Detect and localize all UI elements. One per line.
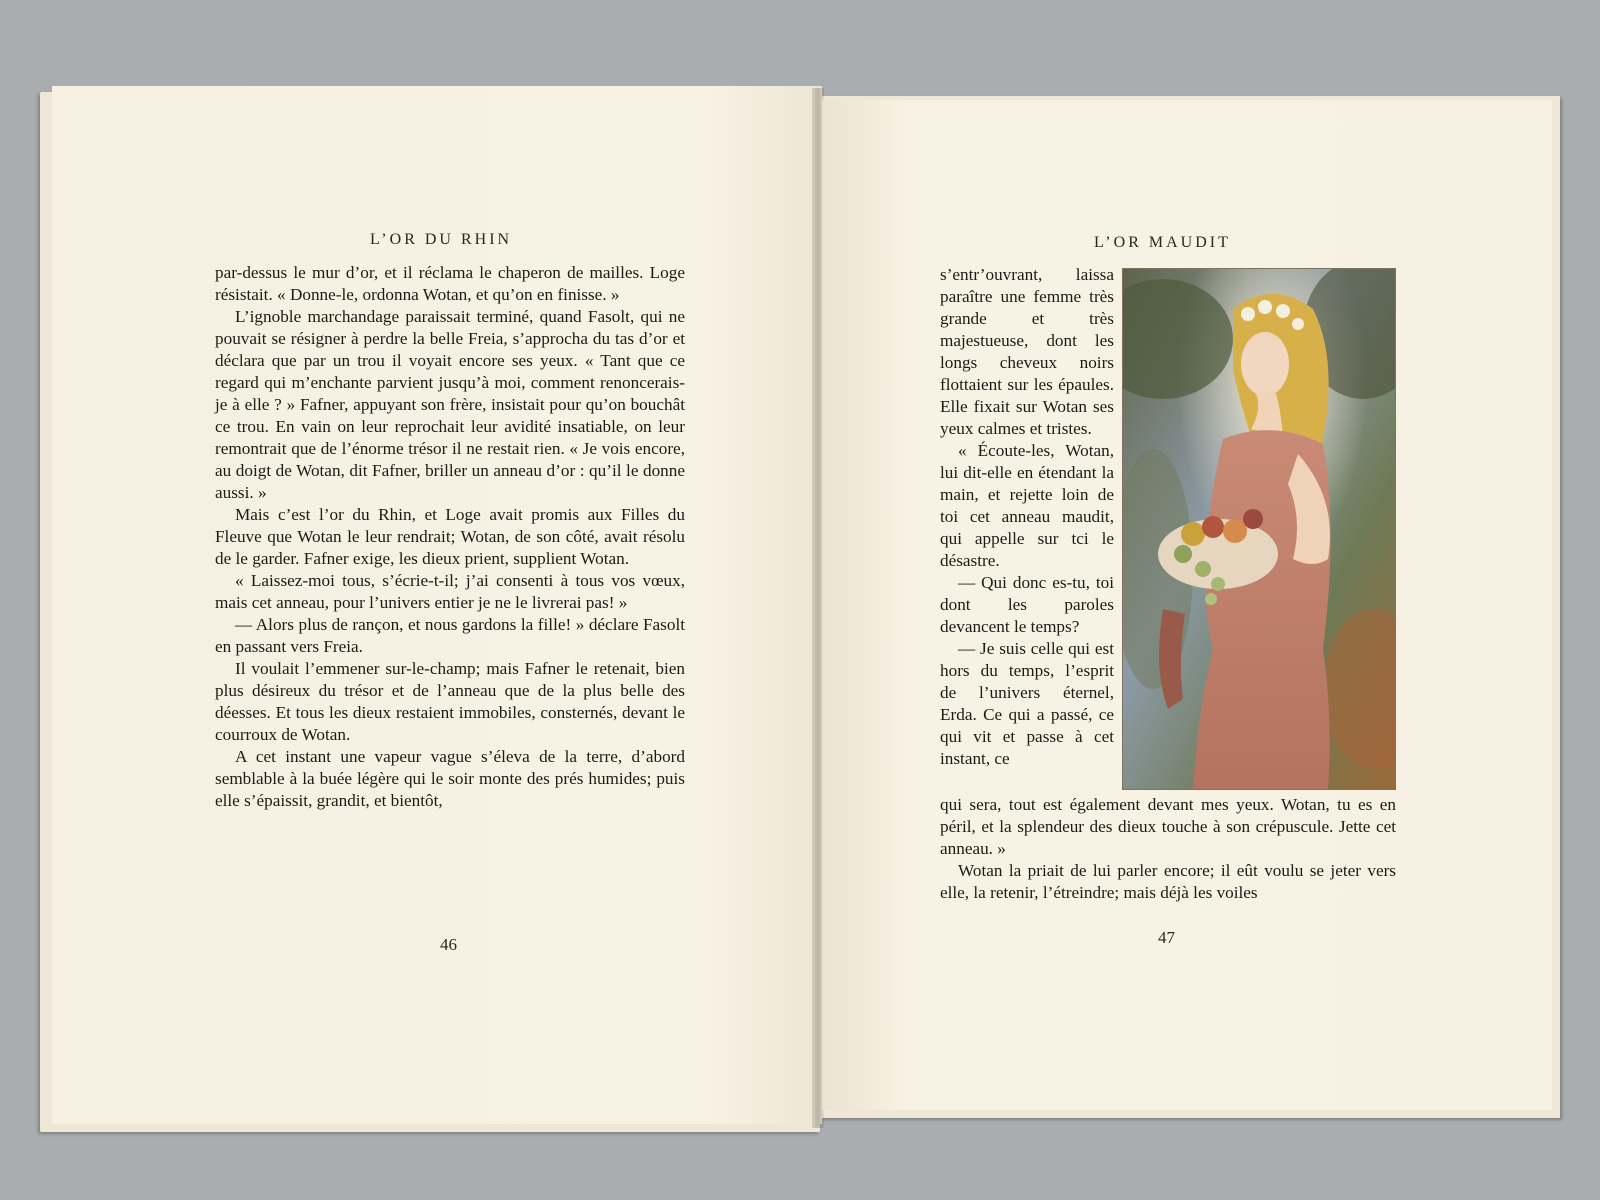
paragraph: — Alors plus de rançon, et nous gardons la fille! » déclare Fasolt en passant vers Freia.	[215, 615, 685, 656]
paragraph: Mais c’est l’or du Rhin, et Loge avait promis aux Filles du Fleuve que Wotan le leur rendrait; Wotan, de son côté, avait résolu de le garder. Fafner exige, les dieux prient, supplient Wotan.	[215, 505, 685, 568]
paragraph: Il voulait l’emmener sur-le-champ; mais Fafner le retenait, bien plus désireux du trésor et de l’anneau que de la plus belle des déesses. Et tous les dieux restaient immobiles, consternés, devant le courroux de Wotan.	[215, 659, 685, 744]
paragraph: par-dessus le mur d’or, et il réclama le chaperon de mailles. Loge résistait. « Donne-le, ordonna Wotan, et qu’on en finisse. »	[215, 263, 685, 304]
paragraph: « Écoute-les, Wotan, lui dit-elle en étendant la main, et rejette loin de toi cet anneau maudit, qui appelle sur tci le désastre.	[940, 441, 1114, 570]
woman-with-fruit-basket-icon	[1122, 268, 1396, 790]
paragraph: s’entr’ouvrant, laissa paraître une femme très grande et très majestueuse, dont les longs cheveux noirs flottaient sur les épaules. Elle fixait sur Wotan ses yeux calmes et tristes.	[940, 265, 1114, 438]
paragraph: L’ignoble marchandage paraissait terminé, quand Fasolt, qui ne pouvait se résigner à perdre la belle Freia, s’approcha du tas d’or et déclara que par un trou il voyait encore ses yeux. « Tant que ce regard qui m’enchante parvient jusqu’à moi, comment renoncerais-je à elle ? » Fafner, appuyant son frère, insistait pour qu’on bouchât ce trou. En vain on leur reprochait leur avidité insatiable, on leur remontrait que de l’énorme trésor il ne restait rien. « Je vois encore, au doigt de Wotan, dit Fafner, briller un anneau d’or : qu’il le donne aussi. »	[215, 307, 685, 502]
paragraph: A cet instant une vapeur vague s’éleva de la terre, d’abord semblable à la buée légère qui le soir monte des prés humides; puis elle s’épaissit, grandit, et bientôt,	[215, 747, 685, 810]
paragraph: Wotan la priait de lui parler encore; il eût voulu se jeter vers elle, la retenir, l’étreindre; mais déjà les voiles	[940, 861, 1396, 902]
right-running-head: L’OR MAUDIT	[1094, 234, 1231, 251]
right-page-number: 47	[1158, 928, 1175, 947]
paragraph: « Laissez-moi tous, s’écrie-t-il; j’ai consenti à tous vos vœux, mais cet anneau, pour l’univers entier je ne le livrerai pas! »	[215, 571, 685, 612]
paragraph: — Qui donc es-tu, toi dont les paroles devancent le temps?	[940, 573, 1114, 636]
right-column-text	[940, 264, 1114, 770]
left-page-text	[215, 262, 685, 812]
left-running-head: L’OR DU RHIN	[370, 231, 513, 248]
paragraph: qui sera, tout est également devant mes yeux. Wotan, tu es en péril, et la splendeur des dieux touche à son crépuscule. Jette cet anneau. »	[940, 795, 1396, 858]
illustration-svg	[1123, 269, 1395, 789]
paragraph: — Je suis celle qui est hors du temps, l’esprit de l’univers éternel, Erda. Ce qui a passé, ce qui vit et passe à cet instant, ce	[940, 639, 1114, 768]
right-page-text	[940, 794, 1396, 904]
left-page-number: 46	[440, 935, 457, 954]
